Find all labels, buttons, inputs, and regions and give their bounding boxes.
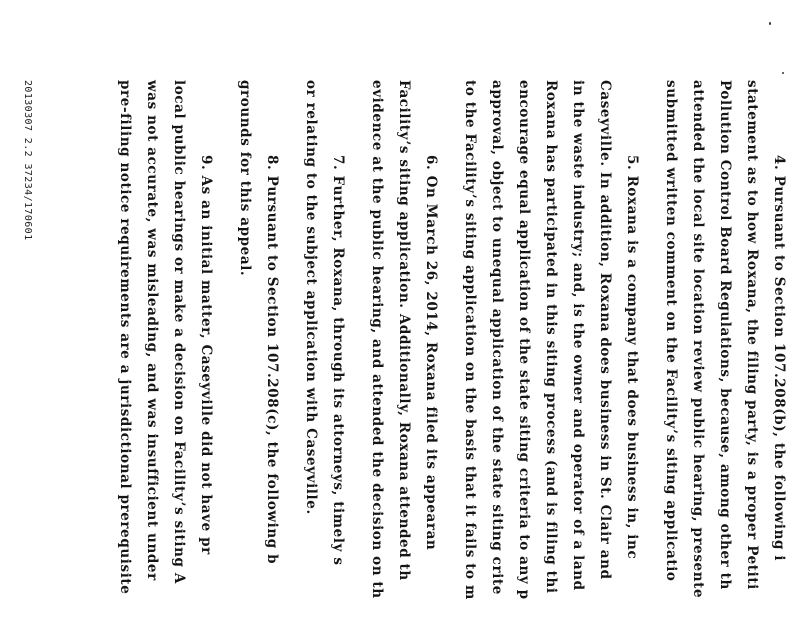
text-line: Pollution Control Board Regulations, because, among other th: [717, 80, 733, 590]
text-line: 7. Further, Roxana, through its attorneys, timely s: [330, 155, 346, 566]
text-line: 4. Pursuant to Section 107.208(b), the following i: [771, 155, 787, 562]
text-line: approval, object to unequal application of the state siting crite: [489, 80, 505, 595]
text-line: to the Facility’s siting application on the basis that it fails to m: [462, 80, 478, 600]
text-line: Facility’s siting application. Additionally, Roxana attended th: [396, 80, 412, 581]
text-line: in the waste industry; and, is the owner and operator of a land: [570, 80, 586, 591]
text-line: grounds for this appeal.: [237, 80, 253, 277]
text-line: 6. On March 26, 2014, Roxana filed its appearan: [423, 155, 439, 551]
text-line: encourage equal application of the state siting criteria to any p: [516, 80, 532, 600]
scan-speck: [782, 72, 784, 74]
text-line: 8. Pursuant to Section 107.208(c), the following b: [264, 155, 280, 565]
scan-speck: [769, 22, 771, 25]
text-line: or relating to the subject application with Caseyville.: [303, 80, 319, 515]
document-footer-id: 20130307 2.2 37234/170601: [22, 80, 33, 241]
text-line: Caseyville. In addition, Roxana does business in St. Clair and: [597, 80, 613, 580]
text-line: 5. Roxana is a company that does business in, inc: [624, 155, 640, 560]
text-line: evidence at the public hearing, and attended the decision on th: [369, 80, 385, 599]
text-line: attended the local site location review public hearing, presente: [690, 80, 706, 599]
text-line: Roxana has participated in this siting process (and is filing thi: [543, 80, 559, 594]
text-line: pre-filing notice requirements are a jurisdictional prerequisite: [117, 80, 133, 595]
text-line: local public hearings or make a decision on Facility’s siting A: [171, 80, 187, 584]
text-line: was not accurate, was misleading, and was insufficient under: [144, 80, 160, 581]
text-line: submitted written comment on the Facility’s siting applicatio: [663, 80, 679, 582]
text-line: 9. As an initial matter, Caseyville did not have pr: [198, 155, 214, 555]
text-line: statement as to how Roxana, the filing party, is a proper Petiti: [744, 80, 760, 590]
